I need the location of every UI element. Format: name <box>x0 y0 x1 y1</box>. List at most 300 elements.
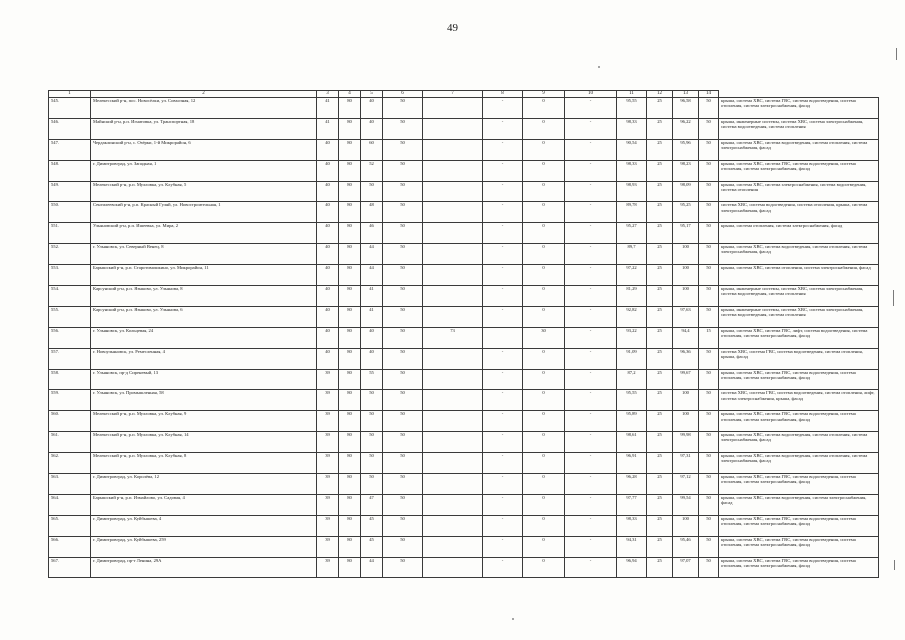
value-cell-c8: - <box>483 557 523 578</box>
value-cell-c13: 96,58 <box>673 98 699 119</box>
value-cell-c14: 50 <box>699 494 719 515</box>
works-description-cell: крыша, система ХВС, система водоотведения, система отопления, система электроснабжения, фасад <box>719 453 879 474</box>
value-cell-c12: 25 <box>647 411 673 432</box>
value-cell-c8 <box>483 327 523 348</box>
value-cell-c9: 0 <box>523 139 565 160</box>
address-cell: г. Ульяновск, ул. Промышленная, 58 <box>91 390 317 411</box>
value-cell-c14: 50 <box>699 160 719 181</box>
value-cell-c11: 93,22 <box>617 327 647 348</box>
value-cell-c10: - <box>565 202 617 223</box>
row-number-cell: 559. <box>49 390 91 411</box>
value-cell-c12: 25 <box>647 98 673 119</box>
value-cell-c3: 40 <box>317 306 339 327</box>
value-cell-c7 <box>423 306 483 327</box>
row-number-cell: 551. <box>49 223 91 244</box>
table-row <box>49 369 879 390</box>
value-cell-c14: 50 <box>699 223 719 244</box>
value-cell-c8: - <box>483 536 523 557</box>
table-row <box>49 536 879 557</box>
value-cell-c6: 50 <box>383 181 423 202</box>
value-cell-c10: - <box>565 369 617 390</box>
address-cell: Ульяновский р-н, р.п. Ишеевка, ул. Мира, 2 <box>91 223 317 244</box>
value-cell-c5: 44 <box>361 265 383 286</box>
value-cell-c4: 80 <box>339 453 361 474</box>
value-cell-c5: 45 <box>361 515 383 536</box>
value-cell-c12: 25 <box>647 306 673 327</box>
works-description-cell: крыша, инженерные системы, система ХВС, система электроснабжения, система водоотведения, система отопления <box>719 306 879 327</box>
value-cell-c5: 44 <box>361 557 383 578</box>
table-row <box>49 515 879 536</box>
row-number-cell: 556. <box>49 327 91 348</box>
value-cell-c8: - <box>483 411 523 432</box>
value-cell-c6: 50 <box>383 286 423 307</box>
value-cell-c7 <box>423 453 483 474</box>
table-row <box>49 494 879 515</box>
table-row <box>49 474 879 495</box>
value-cell-c11: 95,27 <box>617 223 647 244</box>
value-cell-c4: 80 <box>339 181 361 202</box>
value-cell-c5: 46 <box>361 223 383 244</box>
value-cell-c6: 50 <box>383 536 423 557</box>
works-description-cell: крыша, система ХВС, система электроснабжения, система водоотведения, система отопления <box>719 181 879 202</box>
table-row <box>49 139 879 160</box>
value-cell-c5: 55 <box>361 369 383 390</box>
value-cell-c5: 40 <box>361 348 383 369</box>
value-cell-c6: 50 <box>383 118 423 139</box>
value-cell-c10: - <box>565 557 617 578</box>
value-cell-c12: 25 <box>647 369 673 390</box>
value-cell-c13: 95,96 <box>673 139 699 160</box>
value-cell-c8: - <box>483 286 523 307</box>
value-cell-c3: 39 <box>317 515 339 536</box>
works-description-cell: крыша, система ХВС, система ГВС, система водоотведения, система отопления, система электроснабжения, фасад <box>719 160 879 181</box>
value-cell-c5: 41 <box>361 306 383 327</box>
value-cell-c9: 0 <box>523 515 565 536</box>
value-cell-c8: - <box>483 98 523 119</box>
value-cell-c12: 25 <box>647 265 673 286</box>
value-cell-c14: 50 <box>699 432 719 453</box>
value-cell-c11: 91,09 <box>617 348 647 369</box>
value-cell-c13: 99,54 <box>673 494 699 515</box>
table-row <box>49 160 879 181</box>
value-cell-c9: 0 <box>523 432 565 453</box>
value-cell-c3: 40 <box>317 286 339 307</box>
value-cell-c4: 80 <box>339 557 361 578</box>
value-cell-c4: 80 <box>339 515 361 536</box>
row-number-cell: 545. <box>49 98 91 119</box>
value-cell-c11: 89,7 <box>617 244 647 265</box>
column-number-13: 13 <box>673 91 699 98</box>
value-cell-c5: 45 <box>361 536 383 557</box>
value-cell-c4: 80 <box>339 265 361 286</box>
works-description-cell: крыша, инженерные системы, система ХВС, система электроснабжения, система водоотведения, система отопления <box>719 286 879 307</box>
value-cell-c8: - <box>483 139 523 160</box>
row-number-cell: 564. <box>49 494 91 515</box>
value-cell-c6: 50 <box>383 390 423 411</box>
value-cell-c4: 80 <box>339 390 361 411</box>
table-row <box>49 118 879 139</box>
value-cell-c12: 25 <box>647 327 673 348</box>
value-cell-c11: 95,89 <box>617 411 647 432</box>
value-cell-c14: 50 <box>699 557 719 578</box>
value-cell-c12: 25 <box>647 557 673 578</box>
value-cell-c10: - <box>565 432 617 453</box>
row-number-cell: 555. <box>49 306 91 327</box>
value-cell-c9: 0 <box>523 369 565 390</box>
scan-speck <box>598 66 600 68</box>
value-cell-c13: 100 <box>673 265 699 286</box>
row-number-cell: 550. <box>49 202 91 223</box>
row-number-cell: 566. <box>49 536 91 557</box>
table-row <box>49 223 879 244</box>
value-cell-c6: 50 <box>383 244 423 265</box>
value-cell-c8: - <box>483 244 523 265</box>
value-cell-c5: 50 <box>361 453 383 474</box>
value-cell-c14: 50 <box>699 536 719 557</box>
value-cell-c14: 50 <box>699 265 719 286</box>
value-cell-c8: - <box>483 181 523 202</box>
value-cell-c6: 50 <box>383 369 423 390</box>
value-cell-c10: - <box>565 453 617 474</box>
value-cell-c13: 97,07 <box>673 557 699 578</box>
value-cell-c4: 80 <box>339 223 361 244</box>
value-cell-c9: 0 <box>523 223 565 244</box>
value-cell-c9: 0 <box>523 286 565 307</box>
column-number-9: 9 <box>523 91 565 98</box>
value-cell-c7 <box>423 98 483 119</box>
value-cell-c7 <box>423 223 483 244</box>
value-cell-c8: - <box>483 202 523 223</box>
value-cell-c6: 50 <box>383 223 423 244</box>
value-cell-c7 <box>423 202 483 223</box>
value-cell-c5: 44 <box>361 244 383 265</box>
value-cell-c6: 50 <box>383 265 423 286</box>
value-cell-c7 <box>423 432 483 453</box>
works-description-cell: крыша, система ХВС, система водоотведения, система отопления, система электроснабжения, фасад <box>719 244 879 265</box>
value-cell-c12: 25 <box>647 536 673 557</box>
value-cell-c12: 25 <box>647 223 673 244</box>
value-cell-c4: 80 <box>339 118 361 139</box>
address-cell: г. Ульяновск, ул. Северный Венец, 8 <box>91 244 317 265</box>
value-cell-c6: 50 <box>383 327 423 348</box>
table-row <box>49 306 879 327</box>
works-description-cell: крыша, система ХВС, система ГВС, система водоотведения, система отопления, система электроснабжения, фасад <box>719 536 879 557</box>
address-cell: Барышский р-н, р.п. Старотимошкино, ул. Микрорайон, 11 <box>91 265 317 286</box>
works-description-cell: система ХВС, система ГВС, система водоотведения, система отопления, крыша, фасад <box>719 348 879 369</box>
value-cell-c8: - <box>483 390 523 411</box>
page-number: 49 <box>447 22 458 34</box>
value-cell-c11: 95,55 <box>617 98 647 119</box>
value-cell-c11: 90,54 <box>617 139 647 160</box>
value-cell-c3: 40 <box>317 327 339 348</box>
value-cell-c7 <box>423 390 483 411</box>
value-cell-c10: - <box>565 348 617 369</box>
value-cell-c13: 100 <box>673 286 699 307</box>
value-cell-c4: 80 <box>339 536 361 557</box>
value-cell-c12: 25 <box>647 286 673 307</box>
value-cell-c9: 0 <box>523 160 565 181</box>
value-cell-c7 <box>423 348 483 369</box>
address-cell: г. Димитровград, ул. Королёва, 12 <box>91 474 317 495</box>
works-description-cell: крыша, система ХВС, система водоотведения, система отопления, система электроснабжения, фасад <box>719 139 879 160</box>
value-cell-c10: - <box>565 160 617 181</box>
row-number-cell: 557. <box>49 348 91 369</box>
address-cell: Мелекесский р-н, р.п. Мулловка, ул. Клубная, 14 <box>91 432 317 453</box>
value-cell-c12: 25 <box>647 202 673 223</box>
value-cell-c7 <box>423 286 483 307</box>
value-cell-c8: - <box>483 369 523 390</box>
value-cell-c4: 80 <box>339 474 361 495</box>
value-cell-c7 <box>423 515 483 536</box>
value-cell-c7 <box>423 494 483 515</box>
value-cell-c14: 50 <box>699 98 719 119</box>
value-cell-c14: 50 <box>699 139 719 160</box>
value-cell-c7 <box>423 244 483 265</box>
value-cell-c10: - <box>565 181 617 202</box>
value-cell-c3: 40 <box>317 348 339 369</box>
value-cell-c14: 50 <box>699 202 719 223</box>
row-number-cell: 562. <box>49 453 91 474</box>
value-cell-c5: 40 <box>361 118 383 139</box>
value-cell-c8: - <box>483 453 523 474</box>
value-cell-c8: - <box>483 494 523 515</box>
value-cell-c11: 87,2 <box>617 369 647 390</box>
value-cell-c13: 100 <box>673 390 699 411</box>
value-cell-c5: 47 <box>361 494 383 515</box>
value-cell-c5: 50 <box>361 432 383 453</box>
value-cell-c10: - <box>565 265 617 286</box>
value-cell-c10: - <box>565 515 617 536</box>
value-cell-c6: 50 <box>383 306 423 327</box>
table-row <box>49 98 879 119</box>
value-cell-c4: 80 <box>339 369 361 390</box>
value-cell-c9: 0 <box>523 306 565 327</box>
value-cell-c12: 25 <box>647 494 673 515</box>
value-cell-c3: 40 <box>317 223 339 244</box>
value-cell-c8: - <box>483 515 523 536</box>
table-row <box>49 327 879 348</box>
value-cell-c12: 25 <box>647 432 673 453</box>
address-cell: Мелекесский р-н, р.п. Мулловка, ул. Клубная, 5 <box>91 181 317 202</box>
column-number-2: 2 <box>91 91 317 98</box>
scan-speck <box>512 618 514 620</box>
value-cell-c3: 39 <box>317 494 339 515</box>
value-cell-c6: 50 <box>383 411 423 432</box>
value-cell-c9: 0 <box>523 244 565 265</box>
value-cell-c9: 0 <box>523 202 565 223</box>
column-number-5: 5 <box>361 91 383 98</box>
table-row <box>49 202 879 223</box>
address-cell: г. Ульяновск, ул. Кольцевая, 24 <box>91 327 317 348</box>
value-cell-c13: 94,4 <box>673 327 699 348</box>
row-number-cell: 560. <box>49 411 91 432</box>
value-cell-c6: 50 <box>383 557 423 578</box>
value-cell-c3: 39 <box>317 411 339 432</box>
value-cell-c7 <box>423 411 483 432</box>
value-cell-c6: 50 <box>383 515 423 536</box>
value-cell-c6: 50 <box>383 474 423 495</box>
value-cell-c14: 50 <box>699 306 719 327</box>
table-row <box>49 432 879 453</box>
works-description-cell: крыша, система ХВС, система ГВС, система водоотведения, система отопления, система электроснабжения, фасад <box>719 557 879 578</box>
value-cell-c7 <box>423 160 483 181</box>
value-cell-c6: 50 <box>383 98 423 119</box>
value-cell-c11: 96,91 <box>617 453 647 474</box>
value-cell-c13: 98,23 <box>673 160 699 181</box>
address-cell: Карсунский р-н, р.п. Языково, ул. Ульянова, 8 <box>91 286 317 307</box>
value-cell-c13: 95,25 <box>673 202 699 223</box>
address-cell: г. Димитровград, ул. Куйбышева, 259 <box>91 536 317 557</box>
value-cell-c14: 50 <box>699 453 719 474</box>
value-cell-c9: 0 <box>523 118 565 139</box>
scan-mark <box>896 48 897 60</box>
value-cell-c13: 95,17 <box>673 223 699 244</box>
column-number-4: 4 <box>339 91 361 98</box>
row-number-cell: 549. <box>49 181 91 202</box>
row-number-cell: 563. <box>49 474 91 495</box>
value-cell-c4: 80 <box>339 327 361 348</box>
value-cell-c4: 80 <box>339 306 361 327</box>
value-cell-c12: 25 <box>647 348 673 369</box>
address-cell: Чердаклинский р-н, с. Озёрки, 1-й Микрорайон, 6 <box>91 139 317 160</box>
value-cell-c10: - <box>565 536 617 557</box>
value-cell-c8: - <box>483 160 523 181</box>
value-cell-c14: 50 <box>699 118 719 139</box>
value-cell-c7 <box>423 557 483 578</box>
value-cell-c12: 25 <box>647 474 673 495</box>
value-cell-c11: 97,77 <box>617 494 647 515</box>
value-cell-c3: 39 <box>317 536 339 557</box>
value-cell-c10: - <box>565 474 617 495</box>
value-cell-c7 <box>423 536 483 557</box>
repair-schedule-table <box>48 90 879 578</box>
value-cell-c14: 50 <box>699 474 719 495</box>
value-cell-c11: 92,82 <box>617 306 647 327</box>
value-cell-c8: - <box>483 474 523 495</box>
works-description-cell: крыша, инженерные системы, система ХВС, система электроснабжения, система водоотведения, система отопления <box>719 118 879 139</box>
value-cell-c9: 0 <box>523 348 565 369</box>
value-cell-c10: - <box>565 139 617 160</box>
address-cell: г. Димитровград, ул. Куйбышева, 4 <box>91 515 317 536</box>
value-cell-c4: 80 <box>339 411 361 432</box>
value-cell-c8: - <box>483 306 523 327</box>
works-description-cell: крыша, система отопления, система электроснабжения, фасад <box>719 223 879 244</box>
address-cell: г. Ульяновск, пр-д Сиреневый, 13 <box>91 369 317 390</box>
value-cell-c7: 73 <box>423 327 483 348</box>
value-cell-c9: 0 <box>523 494 565 515</box>
value-cell-c11: 98,33 <box>617 515 647 536</box>
works-description-cell: крыша, система ХВС, система отопления, система электроснабжения, фасад <box>719 265 879 286</box>
column-number-11: 11 <box>617 91 647 98</box>
value-cell-c12: 25 <box>647 118 673 139</box>
table-row <box>49 286 879 307</box>
value-cell-c10: - <box>565 244 617 265</box>
value-cell-c6: 50 <box>383 139 423 160</box>
value-cell-c10: - <box>565 98 617 119</box>
value-cell-c3: 39 <box>317 557 339 578</box>
column-number-1: 1 <box>49 91 91 98</box>
value-cell-c11: 98,33 <box>617 160 647 181</box>
value-cell-c9: 30 <box>523 327 565 348</box>
value-cell-c14: 50 <box>699 181 719 202</box>
value-cell-c9: 0 <box>523 181 565 202</box>
value-cell-c11: 98,93 <box>617 181 647 202</box>
value-cell-c9: 0 <box>523 265 565 286</box>
row-number-cell: 548. <box>49 160 91 181</box>
value-cell-c6: 50 <box>383 432 423 453</box>
value-cell-c8: - <box>483 223 523 244</box>
table-row <box>49 348 879 369</box>
value-cell-c6: 50 <box>383 160 423 181</box>
value-cell-c12: 25 <box>647 453 673 474</box>
value-cell-c14: 50 <box>699 369 719 390</box>
value-cell-c14: 15 <box>699 327 719 348</box>
value-cell-c11: 95,55 <box>617 390 647 411</box>
works-description-cell: крыша, система ХВС, система ГВС, система водоотведения, система отопления, система электроснабжения, фасад <box>719 411 879 432</box>
column-number-6: 6 <box>383 91 423 98</box>
works-description-cell: крыша, система ХВС, система ГВС, система водоотведения, система отопления, система электроснабжения, фасад <box>719 474 879 495</box>
value-cell-c4: 80 <box>339 348 361 369</box>
table-header <box>49 91 879 98</box>
address-cell: Мелекесский р-н, р.п. Мулловка, ул. Клубная, 8 <box>91 453 317 474</box>
works-description-cell: крыша, система ХВС, система водоотведения, система отопления, система электроснабжения, фасад <box>719 432 879 453</box>
table-row <box>49 265 879 286</box>
value-cell-c8: - <box>483 118 523 139</box>
value-cell-c6: 50 <box>383 453 423 474</box>
table-row <box>49 181 879 202</box>
value-cell-c12: 25 <box>647 139 673 160</box>
value-cell-c4: 80 <box>339 244 361 265</box>
value-cell-c14: 50 <box>699 411 719 432</box>
value-cell-c3: 40 <box>317 244 339 265</box>
works-description-cell: крыша, система ХВС, система ГВС, система водоотведения, система отопления, система электроснабжения, фасад <box>719 369 879 390</box>
table-body <box>49 98 879 578</box>
value-cell-c9: 0 <box>523 390 565 411</box>
value-cell-c5: 40 <box>361 327 383 348</box>
value-cell-c5: 50 <box>361 390 383 411</box>
value-cell-c3: 40 <box>317 139 339 160</box>
works-description-cell: крыша, система ХВС, система водоотведения, система электроснабжения, фасад <box>719 494 879 515</box>
value-cell-c13: 100 <box>673 244 699 265</box>
works-description-cell: крыша, система ХВС, система ГВС, лифт, система водоотведения, система отопления, система электроснабжения, фасад <box>719 327 879 348</box>
row-number-cell: 565. <box>49 515 91 536</box>
scan-mark <box>894 560 895 570</box>
value-cell-c11: 98,61 <box>617 432 647 453</box>
value-cell-c13: 98,09 <box>673 181 699 202</box>
value-cell-c12: 25 <box>647 244 673 265</box>
value-cell-c6: 50 <box>383 348 423 369</box>
address-cell: Барышский р-н, р.п. Измайлово, ул. Садовая, 4 <box>91 494 317 515</box>
value-cell-c5: 50 <box>361 411 383 432</box>
value-cell-c6: 50 <box>383 494 423 515</box>
value-cell-c3: 40 <box>317 202 339 223</box>
value-cell-c14: 50 <box>699 390 719 411</box>
value-cell-c9: 0 <box>523 557 565 578</box>
value-cell-c13: 96,36 <box>673 348 699 369</box>
value-cell-c5: 40 <box>361 98 383 119</box>
value-cell-c13: 99,98 <box>673 432 699 453</box>
value-cell-c10: - <box>565 494 617 515</box>
value-cell-c13: 97,31 <box>673 453 699 474</box>
value-cell-c11: 81,29 <box>617 286 647 307</box>
value-cell-c10: - <box>565 286 617 307</box>
value-cell-c14: 50 <box>699 286 719 307</box>
row-number-cell: 561. <box>49 432 91 453</box>
value-cell-c13: 100 <box>673 411 699 432</box>
scan-mark <box>893 290 894 306</box>
value-cell-c5: 60 <box>361 139 383 160</box>
value-cell-c4: 80 <box>339 286 361 307</box>
